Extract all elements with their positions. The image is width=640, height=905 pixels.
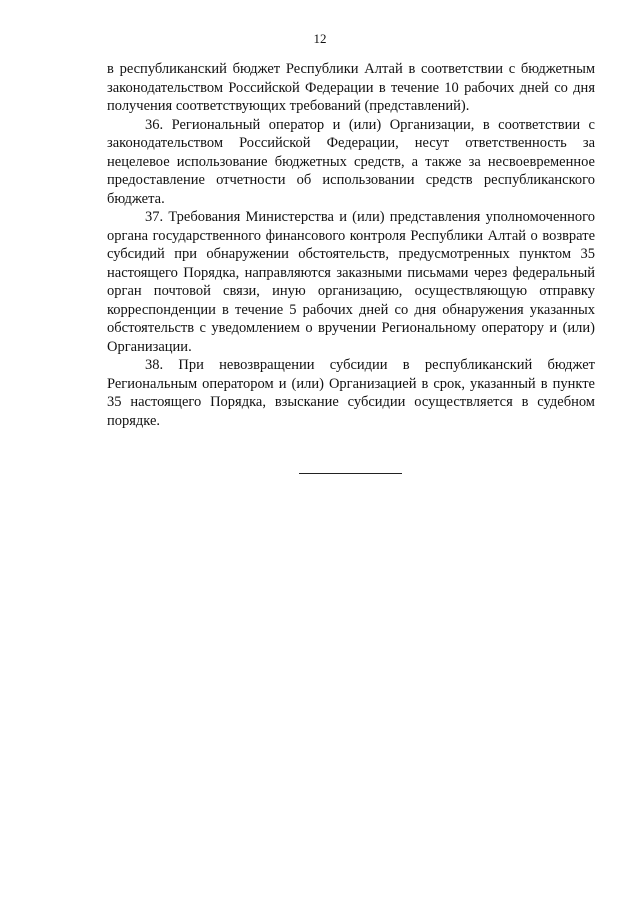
paragraph-continuation: в республиканский бюджет Республики Алтай в соответствии с бюджетным законодательством Российской Федерации в течение 10 рабочих дней со дня получения соответствующих требований (представлений). (107, 61, 595, 114)
document-body (107, 60, 595, 430)
paragraph-36: 36. Региональный оператор и (или) Организации, в соответствии с законодательством Российской Федерации, несут ответственность за нецелевое использование бюджетных средств, а также за несвоевременное предоставление отчетности об использовании средств республиканского бюджета. (107, 116, 595, 207)
page-number: 12 (313, 31, 327, 46)
paragraph-38: 38. При невозвращении субсидии в республиканский бюджет Региональным оператором и (или) Организацией в срок, указанный в пункте 35 настоящего Порядка, взыскание субсидии осуществляется в судебном порядке. (107, 357, 595, 429)
paragraph-37: 37. Требования Министерства и (или) представления уполномоченного органа государственного финансового контроля Республики Алтай о возврате субсидий при обнаружении обстоятельств, предусмотренных пунктом 35 настоящего Порядка, направляются заказными письмами через федеральный орган почтовой связи, иную организацию, осуществляющую отправку корреспонденции в течение 5 рабочих дней со дня обнаружения указанных обстоятельств с уведомлением о вручении Региональному оператору и (или) Организации. (107, 209, 595, 355)
end-of-document-rule (299, 473, 402, 474)
